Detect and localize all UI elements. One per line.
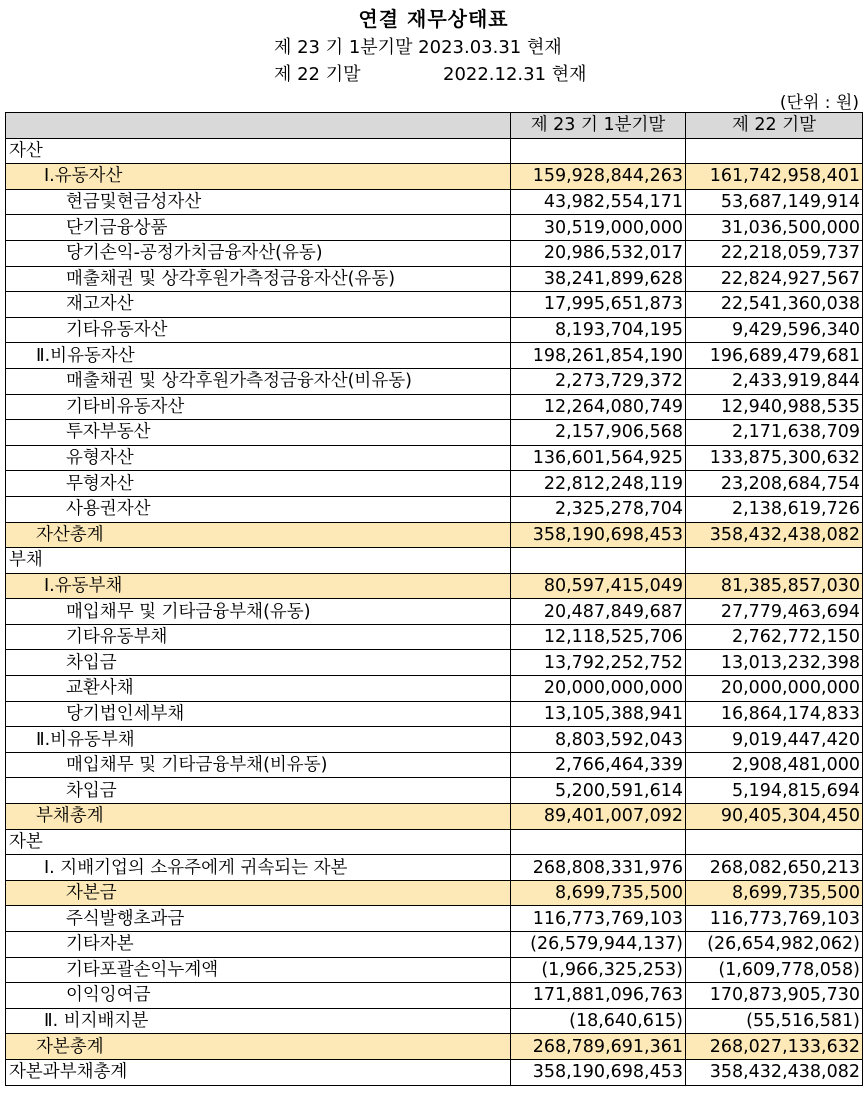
row-current: 12,264,080,749 — [511, 394, 686, 420]
row-current: 116,773,769,103 — [511, 906, 686, 932]
row-current: 8,699,735,500 — [511, 880, 686, 906]
row-current: 22,812,248,119 — [511, 471, 686, 497]
row-current: 136,601,564,925 — [511, 445, 686, 471]
row-prior: 358,432,438,082 — [686, 522, 863, 548]
row-label: 무형자산 — [6, 471, 511, 497]
row-current: 268,808,331,976 — [511, 855, 686, 881]
row-prior — [686, 138, 863, 164]
row-prior: 20,000,000,000 — [686, 676, 863, 702]
header-label — [6, 113, 511, 139]
row-current: 38,241,899,628 — [511, 266, 686, 292]
row-label: Ⅱ.비유동부채 — [6, 727, 511, 753]
row-prior: 22,824,927,567 — [686, 266, 863, 292]
row-prior: 268,082,650,213 — [686, 855, 863, 881]
table-header-row — [6, 113, 863, 139]
row-current: (18,640,615) — [511, 1008, 686, 1034]
row-current: 171,881,096,763 — [511, 983, 686, 1009]
row-current — [511, 548, 686, 574]
table-row — [6, 855, 863, 881]
row-prior: 13,013,232,398 — [686, 650, 863, 676]
row-current: 159,928,844,263 — [511, 164, 686, 190]
prior-period-label: 제 22 기말 — [274, 64, 361, 85]
row-current: 358,190,698,453 — [511, 522, 686, 548]
table-row — [6, 778, 863, 804]
row-current: 268,789,691,361 — [511, 1034, 686, 1060]
row-current: 20,986,532,017 — [511, 240, 686, 266]
row-label: 재고자산 — [6, 292, 511, 318]
header-current-period: 제 23 기 1분기말 — [511, 113, 686, 139]
row-current: (26,579,944,137) — [511, 932, 686, 958]
table-row — [6, 445, 863, 471]
row-label: 주식발행초과금 — [6, 906, 511, 932]
row-label: 자본금 — [6, 880, 511, 906]
table-row — [6, 164, 863, 190]
row-current: 2,273,729,372 — [511, 368, 686, 394]
row-prior: 5,194,815,694 — [686, 778, 863, 804]
table-row — [6, 420, 863, 446]
row-prior: 81,385,857,030 — [686, 573, 863, 599]
row-prior: 2,171,638,709 — [686, 420, 863, 446]
row-current: 20,000,000,000 — [511, 676, 686, 702]
row-prior: 2,433,919,844 — [686, 368, 863, 394]
balance-sheet-table — [5, 112, 863, 1086]
row-prior: 8,699,735,500 — [686, 880, 863, 906]
row-label: 당기손익-공정가치금융자산(유동) — [6, 240, 511, 266]
row-prior: 12,940,988,535 — [686, 394, 863, 420]
row-prior: 2,908,481,000 — [686, 752, 863, 778]
row-prior: 196,689,479,681 — [686, 343, 863, 369]
row-current: 358,190,698,453 — [511, 1059, 686, 1085]
table-row — [6, 983, 863, 1009]
row-label: 부채 — [6, 548, 511, 574]
row-label: 매출채권 및 상각후원가측정금융자산(유동) — [6, 266, 511, 292]
row-prior: 53,687,149,914 — [686, 189, 863, 215]
table-row — [6, 906, 863, 932]
table-row — [6, 880, 863, 906]
row-label: 매출채권 및 상각후원가측정금융자산(비유동) — [6, 368, 511, 394]
row-current: 20,487,849,687 — [511, 599, 686, 625]
row-prior: (1,609,778,058) — [686, 957, 863, 983]
row-prior: (26,654,982,062) — [686, 932, 863, 958]
table-row — [6, 1008, 863, 1034]
row-current: 43,982,554,171 — [511, 189, 686, 215]
row-label: 부채총계 — [6, 804, 511, 830]
row-label: 자본 — [6, 829, 511, 855]
row-prior: 133,875,300,632 — [686, 445, 863, 471]
table-row — [6, 752, 863, 778]
row-label: 자본과부채총계 — [6, 1059, 511, 1085]
table-row — [6, 240, 863, 266]
row-label: 기타자본 — [6, 932, 511, 958]
row-current: 80,597,415,049 — [511, 573, 686, 599]
row-current: 2,157,906,568 — [511, 420, 686, 446]
row-prior: 22,218,059,737 — [686, 240, 863, 266]
row-label: 기타유동부채 — [6, 624, 511, 650]
row-label: 자산 — [6, 138, 511, 164]
table-row — [6, 522, 863, 548]
row-prior — [686, 829, 863, 855]
row-current: 30,519,000,000 — [511, 215, 686, 241]
row-label: Ⅱ. 비지배지분 — [6, 1008, 511, 1034]
table-row — [6, 394, 863, 420]
current-period-line: 제 23 기 1분기말 2023.03.31 현재 — [274, 37, 562, 58]
row-label: 매입채무 및 기타금융부채(비유동) — [6, 752, 511, 778]
row-prior: 27,779,463,694 — [686, 599, 863, 625]
page-title: 연결 재무상태표 — [358, 7, 509, 31]
row-prior: 161,742,958,401 — [686, 164, 863, 190]
row-label: 차입금 — [6, 650, 511, 676]
table-row — [6, 932, 863, 958]
row-prior: 9,019,447,420 — [686, 727, 863, 753]
row-label: 차입금 — [6, 778, 511, 804]
row-label: 교환사채 — [6, 676, 511, 702]
prior-period-date: 2022.12.31 현재 — [443, 64, 587, 85]
row-label: 기타비유동자산 — [6, 394, 511, 420]
table-row — [6, 368, 863, 394]
row-current: 8,193,704,195 — [511, 317, 686, 343]
row-prior: 116,773,769,103 — [686, 906, 863, 932]
row-label: Ⅰ.유동부채 — [6, 573, 511, 599]
row-label: 사용권자산 — [6, 496, 511, 522]
row-label: 매입채무 및 기타금융부채(유동) — [6, 599, 511, 625]
row-current: (1,966,325,253) — [511, 957, 686, 983]
row-label: 자산총계 — [6, 522, 511, 548]
row-label: 기타유동자산 — [6, 317, 511, 343]
row-label: Ⅱ.비유동자산 — [6, 343, 511, 369]
row-label: 현금및현금성자산 — [6, 189, 511, 215]
table-row — [6, 1034, 863, 1060]
row-prior: 23,208,684,754 — [686, 471, 863, 497]
row-current: 13,105,388,941 — [511, 701, 686, 727]
table-row — [6, 957, 863, 983]
row-current: 8,803,592,043 — [511, 727, 686, 753]
row-label: 유형자산 — [6, 445, 511, 471]
table-row — [6, 138, 863, 164]
table-row — [6, 701, 863, 727]
row-label: Ⅰ. 지배기업의 소유주에게 귀속되는 자본 — [6, 855, 511, 881]
table-row — [6, 317, 863, 343]
row-prior: 358,432,438,082 — [686, 1059, 863, 1085]
table-row — [6, 829, 863, 855]
table-row — [6, 292, 863, 318]
row-label: 단기금융상품 — [6, 215, 511, 241]
unit-label: (단위 : 원) — [779, 93, 859, 113]
row-label: 자본총계 — [6, 1034, 511, 1060]
row-label: 당기법인세부채 — [6, 701, 511, 727]
row-current: 89,401,007,092 — [511, 804, 686, 830]
row-current — [511, 138, 686, 164]
table-row — [6, 496, 863, 522]
row-prior: 31,036,500,000 — [686, 215, 863, 241]
row-prior: 90,405,304,450 — [686, 804, 863, 830]
row-current: 5,200,591,614 — [511, 778, 686, 804]
table-row — [6, 189, 863, 215]
row-prior: 16,864,174,833 — [686, 701, 863, 727]
table-row — [6, 599, 863, 625]
table-row — [6, 573, 863, 599]
table-row — [6, 650, 863, 676]
row-current: 198,261,854,190 — [511, 343, 686, 369]
row-label: 투자부동산 — [6, 420, 511, 446]
row-prior: 22,541,360,038 — [686, 292, 863, 318]
row-label: 이익잉여금 — [6, 983, 511, 1009]
row-prior: 2,138,619,726 — [686, 496, 863, 522]
table-row — [6, 1059, 863, 1085]
row-current: 2,325,278,704 — [511, 496, 686, 522]
row-current: 12,118,525,706 — [511, 624, 686, 650]
row-label: 기타포괄손익누계액 — [6, 957, 511, 983]
table-row — [6, 624, 863, 650]
row-prior: 2,762,772,150 — [686, 624, 863, 650]
row-label: Ⅰ.유동자산 — [6, 164, 511, 190]
row-prior: (55,516,581) — [686, 1008, 863, 1034]
table-row — [6, 343, 863, 369]
table-row — [6, 676, 863, 702]
row-current: 13,792,252,752 — [511, 650, 686, 676]
table-row — [6, 471, 863, 497]
table-row — [6, 266, 863, 292]
table-row — [6, 804, 863, 830]
row-current: 2,766,464,339 — [511, 752, 686, 778]
table-row — [6, 548, 863, 574]
table-row — [6, 727, 863, 753]
header-prior-period: 제 22 기말 — [686, 113, 863, 139]
row-prior: 170,873,905,730 — [686, 983, 863, 1009]
row-prior: 268,027,133,632 — [686, 1034, 863, 1060]
table-row — [6, 215, 863, 241]
row-prior — [686, 548, 863, 574]
row-current — [511, 829, 686, 855]
row-prior: 9,429,596,340 — [686, 317, 863, 343]
row-current: 17,995,651,873 — [511, 292, 686, 318]
